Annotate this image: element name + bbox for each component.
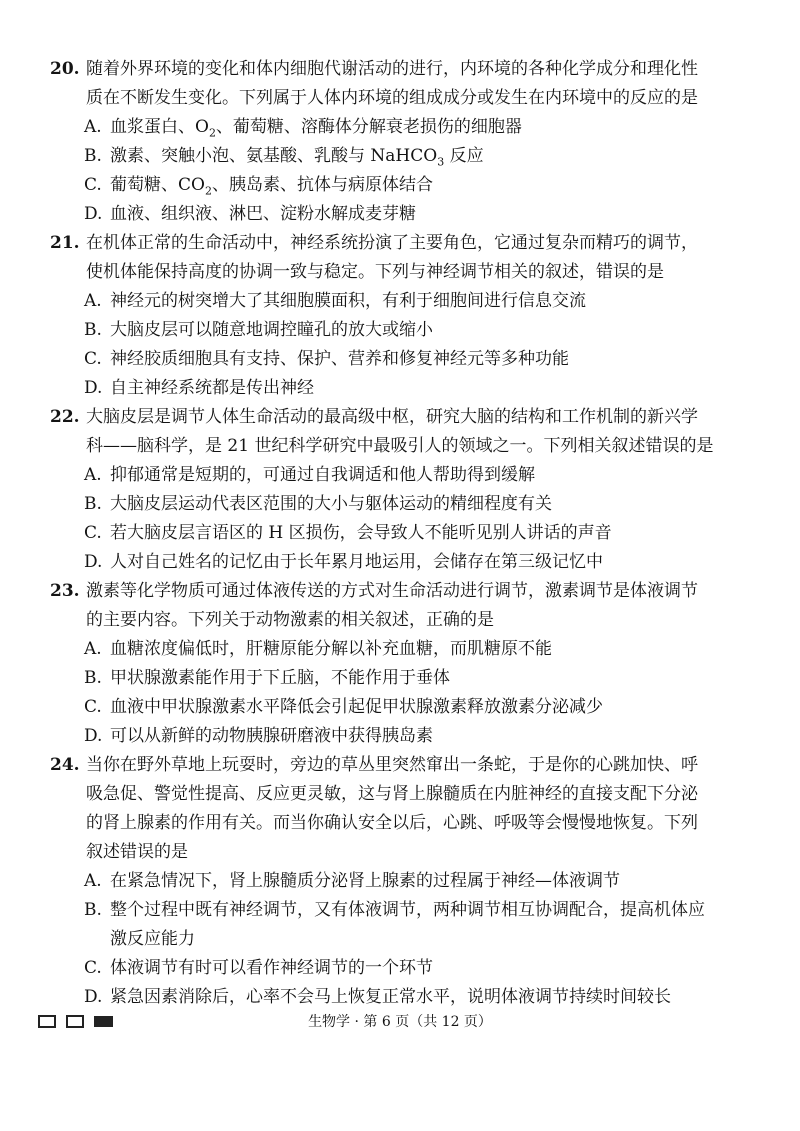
option-a[interactable]: A. 在紧急情况下，肾上腺髓质分泌肾上腺素的过程属于神经—体液调节 [84, 871, 620, 891]
question-stem-line: 吸急促、警觉性提高、反应更灵敏，这与肾上腺髓质在内脏神经的直接支配下分泌 [86, 784, 698, 804]
question-21 [50, 229, 750, 403]
question-stem-line: 23. 激素等化学物质可通过体液传送的方式对生命活动进行调节，激素调节是体液调节 [50, 577, 750, 606]
question-20 [50, 55, 750, 229]
option-a[interactable]: A. 神经元的树突增大了其细胞膜面积，有利于细胞间进行信息交流 [84, 291, 586, 311]
question-stem-line: 叙述错误的是 [86, 842, 188, 862]
option-d[interactable]: D. 血液、组织液、淋巴、淀粉水解成麦芽糖 [84, 204, 416, 224]
question-22 [50, 403, 750, 577]
question-stem-line: 质在不断发生变化。下列属于人体内环境的组成成分或发生在内环境中的反应的是 [86, 88, 698, 108]
option-a[interactable]: A. 血糖浓度偏低时，肝糖原能分解以补充血糖，而肌糖原不能 [84, 639, 552, 659]
option-b[interactable]: B. 激素、突触小泡、氨基酸、乳酸与 NaHCO$_3$ 反应 [84, 146, 484, 169]
option-c[interactable]: C. 血液中甲状腺激素水平降低会引起促甲状腺激素释放激素分泌减少 [84, 697, 603, 717]
option-d[interactable]: D. 人对自己姓名的记忆由于长年累月地运用，会储存在第三级记忆中 [84, 552, 603, 572]
question-stem-line: 使机体能保持高度的协调一致与稳定。下列与神经调节相关的叙述，错误的是 [86, 262, 664, 282]
page-footer [0, 1011, 800, 1037]
question-stem-line: 24. 当你在野外草地上玩耍时，旁边的草丛里突然窜出一条蛇，于是你的心跳加快、呼 [50, 751, 750, 780]
question-stem-line: 科——脑科学，是 21 世纪科学研究中最吸引人的领域之一。下列相关叙述错误的是 [86, 436, 714, 456]
question-23 [50, 577, 750, 751]
option-d[interactable]: D. 紧急因素消除后，心率不会马上恢复正常水平，说明体液调节持续时间较长 [84, 987, 671, 1007]
option-b[interactable]: B. 甲状腺激素能作用于下丘脑，不能作用于垂体 [84, 668, 450, 688]
question-number: 24. [50, 755, 80, 775]
option-c[interactable]: C. 葡萄糖、$CO_2$、胰岛素、抗体与病原体结合 [84, 175, 433, 198]
question-stem-line: 的主要内容。下列关于动物激素的相关叙述，正确的是 [86, 610, 494, 630]
option-d[interactable]: D. 自主神经系统都是传出神经 [84, 378, 314, 398]
option-a[interactable]: A. 血浆蛋白、$O_2$、葡萄糖、溶酶体分解衰老损伤的细胞器 [84, 117, 522, 140]
question-24 [50, 751, 750, 1012]
option-b[interactable]: B. 大脑皮层运动代表区范围的大小与躯体运动的精细程度有关 [84, 494, 552, 514]
question-number: 22. [50, 407, 80, 427]
option-d[interactable]: D. 可以从新鲜的动物胰腺研磨液中获得胰岛素 [84, 726, 433, 746]
question-stem-line: 的肾上腺素的作用有关。而当你确认安全以后，心跳、呼吸等会慢慢地恢复。下列 [86, 813, 698, 833]
question-stem-line: 22. 大脑皮层是调节人体生命活动的最高级中枢，研究大脑的结构和工作机制的新兴学 [50, 403, 750, 432]
question-stem-line: 21. 在机体正常的生命活动中，神经系统扮演了主要角色，它通过复杂而精巧的调节， [50, 229, 750, 258]
option-a[interactable]: A. 抑郁通常是短期的，可通过自我调适和他人帮助得到缓解 [84, 465, 535, 485]
option-b-continuation: 激反应能力 [110, 929, 195, 949]
option-c[interactable]: C. 体液调节有时可以看作神经调节的一个环节 [84, 958, 433, 978]
option-c[interactable]: C. 神经胶质细胞具有支持、保护、营养和修复神经元等多种功能 [84, 349, 569, 369]
option-c[interactable]: C. 若大脑皮层言语区的 H 区损伤，会导致人不能听见别人讲话的声音 [84, 523, 612, 543]
page-number-text: 生物学 · 第 6 页（共 12 页） [308, 1014, 492, 1030]
question-number: 21. [50, 233, 80, 253]
option-b[interactable]: B. 整个过程中既有神经调节，又有体液调节，两种调节相互协调配合，提高机体应 [84, 900, 705, 920]
question-number: 20. [50, 59, 80, 79]
option-b[interactable]: B. 大脑皮层可以随意地调控瞳孔的放大或缩小 [84, 320, 433, 340]
question-number: 23. [50, 581, 80, 601]
question-stem-line: 20. 随着外界环境的变化和体内细胞代谢活动的进行，内环境的各种化学成分和理化性 [50, 55, 750, 84]
